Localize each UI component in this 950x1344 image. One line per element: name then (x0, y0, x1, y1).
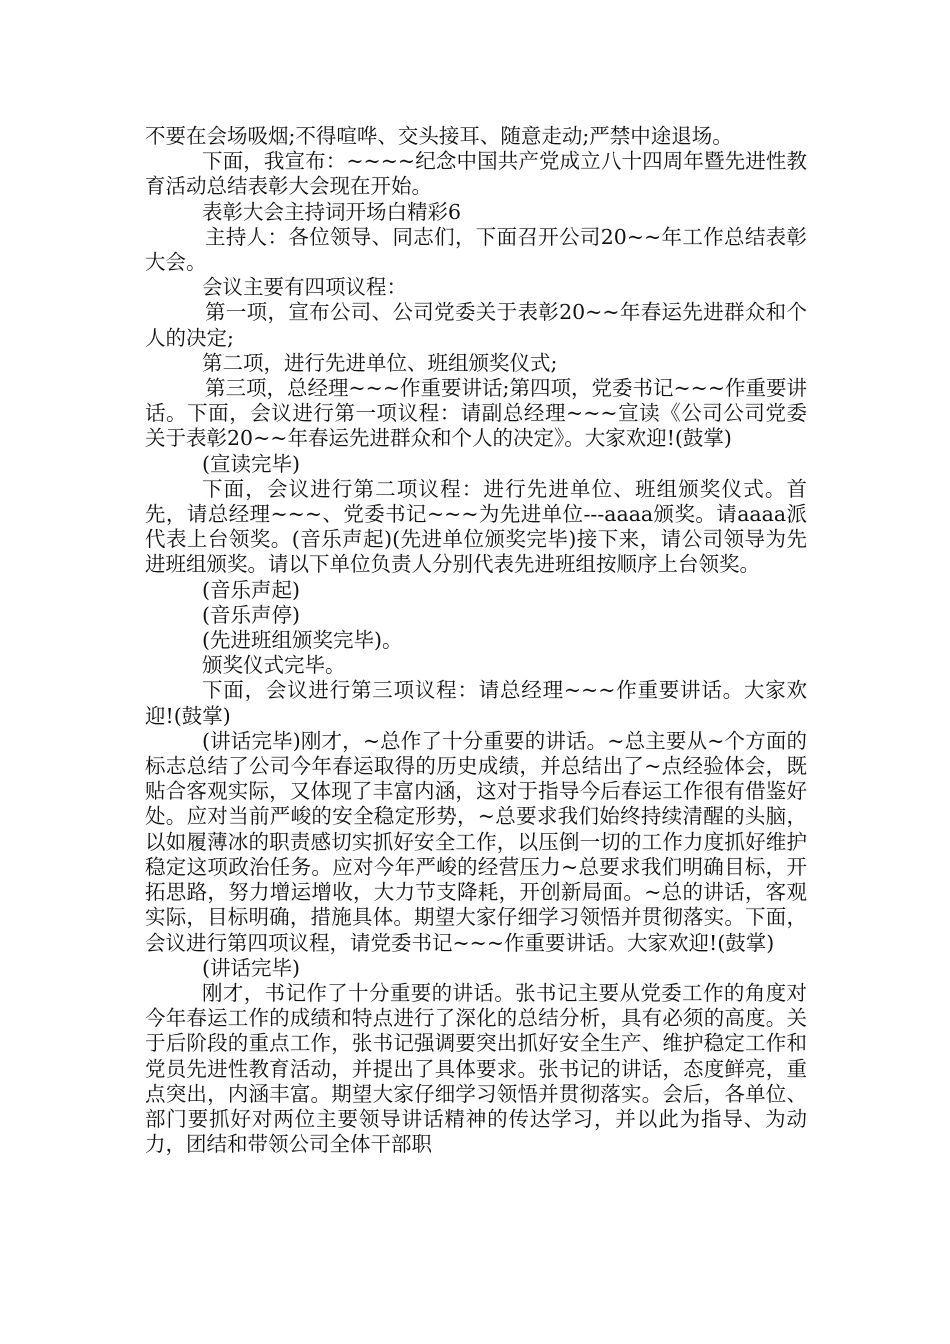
paragraph-17: (讲话完毕) (202, 955, 300, 980)
paragraph-5: 会议主要有四项议程： (202, 275, 407, 300)
paragraph-11: (音乐声起) (202, 577, 300, 602)
paragraph-3: 表彰大会主持词开场白精彩6 (202, 199, 462, 224)
paragraph-12: (音乐声停) (202, 602, 300, 627)
paragraph-6: 第一项，宣布公司、公司党委关于表彰20~~年春运先进群众和个人的决定; (145, 300, 807, 350)
paragraph-18: 刚才，书记作了十分重要的讲话。张书记主要从党委工作的角度对今年春运工作的成绩和特点进行了深化的总结分析，具有必须的高度。关于后阶段的重点工作，张书记强调要突出抓好安全生产、维护稳定工作和党员先进性教育活动，并提出了具体要求。张书记的讲话，态度鲜亮，重点突出，内涵丰富。期望大家仔细学习领悟并贯彻落实。会后，各单位、部门要抓好对两位主要领导讲话精神的传达学习，并以此为指导、为动力，团结和带领公司全体干部职 (145, 980, 807, 1157)
paragraph-14: 颁奖仪式完毕。 (202, 653, 346, 678)
paragraph-8: 第三项，总经理~~~作重要讲话;第四项，党委书记~~~作重要讲话。下面，会议进行第一项议程：请副总经理~~~宣读《公司公司党委关于表彰20~~年春运先进群众和个人的决定》。大家欢迎!(鼓掌) (145, 376, 807, 451)
paragraph-7: 第二项，进行先进单位、班组颁奖仪式; (202, 350, 558, 375)
paragraph-9: (宣读完毕) (202, 451, 300, 476)
paragraph-15: 下面，会议进行第三项议程：请总经理~~~作重要讲话。大家欢迎!(鼓掌) (145, 678, 807, 728)
document-body (145, 124, 807, 1157)
paragraph-2: 下面，我宣布：~~~~纪念中国共产党成立八十四周年暨先进性教育活动总结表彰大会现在开始。 (145, 149, 807, 199)
paragraph-13: (先进班组颁奖完毕)。 (202, 628, 403, 653)
paragraph-4: 主持人：各位领导、同志们，下面召开公司20~~年工作总结表彰大会。 (145, 224, 807, 275)
paragraph-10: 下面，会议进行第二项议程：进行先进单位、班组颁奖仪式。首先，请总经理~~~、党委书记~~~为先进单位---aaaa颁奖。请aaaa派代表上台领奖。(音乐声起)(先进单位颁奖完毕)接下来，请公司领导为先进班组颁奖。请以下单位负责人分别代表先进班组按顺序上台领奖。 (145, 476, 807, 577)
paragraph-1: 不要在会场吸烟;不得喧哗、交头接耳、随意走动;严禁中途退场。 (145, 124, 733, 148)
paragraph-16: (讲话完毕)刚才，~总作了十分重要的讲话。~总主要从~个方面的标志总结了公司今年春运取得的历史成绩，并总结出了~点经验体会，既贴合客观实际，又体现了丰富内涵，这对于指导今后春运工作很有借鉴好处。应对当前严峻的安全稳定形势，~总要求我们始终持续清醒的头脑，以如履薄冰的职责感切实抓好安全工作，以压倒一切的工作力度抓好维护稳定这项政治任务。应对今年严峻的经营压力~总要求我们明确目标，开拓思路，努力增运增收，大力节支降耗，开创新局面。~总的讲话，客观实际，目标明确，措施具体。期望大家仔细学习领悟并贯彻落实。下面，会议进行第四项议程，请党委书记~~~作重要讲话。大家欢迎!(鼓掌) (145, 728, 807, 955)
